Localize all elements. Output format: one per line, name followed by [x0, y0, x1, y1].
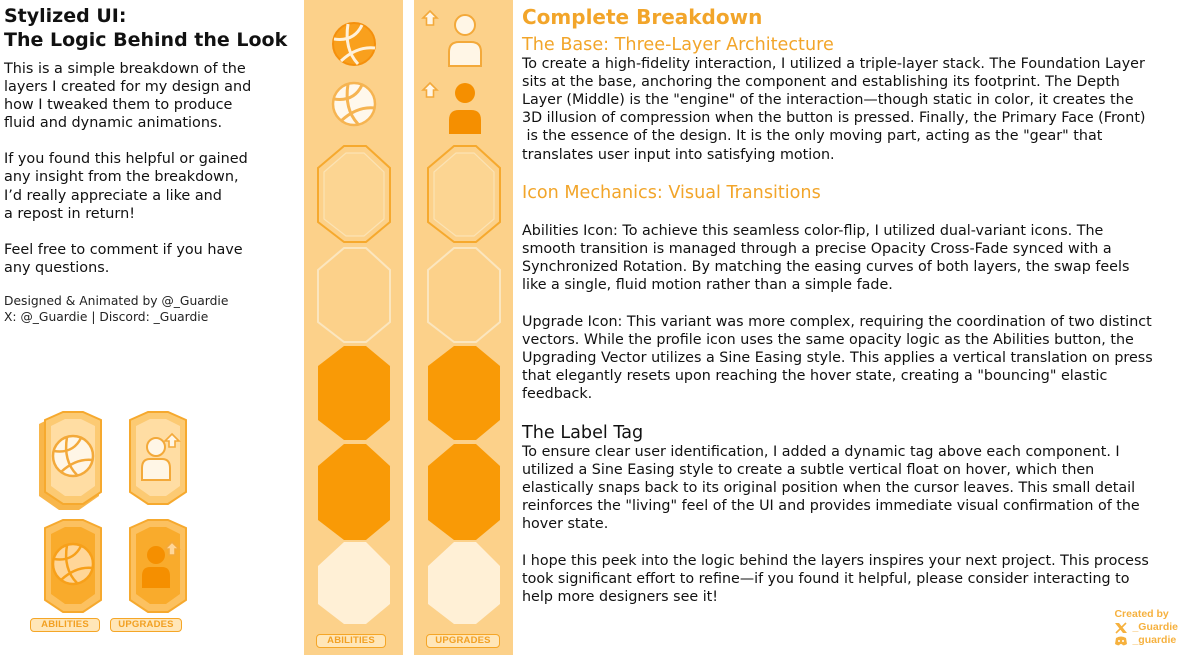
up-arrow-icon — [423, 83, 437, 97]
hex-depth-layer-2 — [428, 444, 500, 540]
para-line: like a single, fluid motion rather than a simple fade. — [522, 277, 893, 293]
volleyball-icon — [53, 544, 93, 584]
hex-depth-layer — [318, 346, 390, 440]
creator-signature — [1114, 608, 1178, 647]
hex-depth-layer — [428, 346, 500, 440]
hex-face-layer — [318, 542, 390, 624]
intro-line: If you found this helpful or gained — [4, 151, 248, 167]
breakdown-panel — [522, 0, 1198, 655]
para-line: Upgrade Icon: This variant was more complex, requiring the coordination of two distinct — [522, 314, 1152, 330]
page-title-line1: Stylized UI: — [4, 5, 127, 27]
upgrades-tag: UPGRADES — [110, 618, 182, 632]
intro-line: any insight from the breakdown, — [4, 169, 239, 185]
para-line: vectors. While the profile icon uses the same opacity logic as the Abilities button, the — [522, 332, 1134, 348]
intro-line: Feel free to comment if you have — [4, 242, 243, 258]
created-by-label: Created by — [1114, 608, 1169, 620]
intro-line: how I tweaked them to produce — [4, 97, 233, 113]
intro-line: layers I created for my design and — [4, 79, 252, 95]
para-line: I hope this peek into the logic behind the layers inspires your next project. This process — [522, 553, 1149, 569]
hex-light-outline-layer — [428, 248, 500, 342]
discord-handle: _guardie — [1132, 634, 1177, 646]
upgrades-layer-strip — [414, 0, 513, 655]
button-preview-grid — [20, 408, 220, 638]
hex-light-outline-layer — [318, 248, 390, 342]
page-title-line2: The Logic Behind the Look — [4, 29, 288, 51]
para-line: 3D illusion of compression when the button is pressed. Finally, the Primary Face (Front) — [522, 110, 1146, 126]
para-line: that elegantly resets upon reaching the hover state, creating a "bouncing" elastic — [522, 368, 1108, 384]
upgrades-button-light[interactable] — [130, 412, 186, 504]
user-icon-dark — [449, 83, 481, 134]
volleyball-icon — [333, 23, 375, 65]
para-line: To ensure clear user identification, I added a dynamic tag above each component. I — [522, 444, 1120, 460]
breakdown-heading: Complete Breakdown — [522, 5, 763, 29]
intro-line: a repost in return! — [4, 206, 135, 222]
credit-socials: X: @_Guardie | Discord: _Guardie — [4, 310, 209, 324]
hex-face-layer — [428, 542, 500, 624]
discord-logo-icon — [1114, 635, 1128, 647]
abilities-tag: ABILITIES — [30, 618, 100, 632]
para-line: Layer (Middle) is the "engine" of the interaction—though static in color, it creates the — [522, 92, 1134, 108]
volleyball-icon — [53, 436, 93, 476]
x-handle: _Guardie — [1132, 621, 1178, 633]
up-arrow-icon — [423, 11, 437, 25]
intro-line: I’d really appreciate a like and — [4, 188, 222, 204]
hex-outline-layer — [428, 146, 500, 242]
upgrades-strip-tag: UPGRADES — [426, 634, 500, 648]
section-title-architecture: The Base: Three-Layer Architecture — [522, 35, 834, 55]
para-line: sits at the base, anchoring the component and establishing its footprint. The Depth — [522, 74, 1120, 90]
section-title-label-tag: The Label Tag — [522, 423, 644, 443]
x-handle-row[interactable] — [1114, 621, 1178, 634]
intro-line: fluid and dynamic animations. — [4, 115, 223, 131]
abilities-button-light[interactable] — [39, 412, 101, 510]
volleyball-icon — [333, 83, 375, 125]
intro-line: any questions. — [4, 260, 110, 276]
para-line: Synchronized Rotation. By matching the easing curves of both layers, the swap feels — [522, 259, 1130, 275]
para-line: utilized a Sine Easing style to create a subtle vertical float on hover, which then — [522, 462, 1095, 478]
abilities-strip-tag: ABILITIES — [316, 634, 386, 648]
hex-depth-layer-2 — [318, 444, 390, 540]
discord-handle-row[interactable] — [1114, 634, 1178, 647]
abilities-layer-strip — [304, 0, 403, 655]
para-line: feedback. — [522, 386, 593, 402]
para-line: Upgrading Vector utilizes a Sine Easing style. This applies a vertical translation on press — [522, 350, 1153, 366]
para-line: reinforces the "living" feel of the UI and provides immediate visual confirmation of the — [522, 498, 1140, 514]
abilities-button-dark[interactable] — [45, 520, 101, 612]
left-panel — [0, 0, 300, 655]
x-logo-icon — [1114, 622, 1128, 634]
credit-designer: Designed & Animated by @_Guardie — [4, 294, 229, 308]
user-icon-light — [449, 15, 481, 66]
para-line: smooth transition is managed through a precise Opacity Cross-Fade synced with a — [522, 241, 1112, 257]
section-title-icons: Icon Mechanics: Visual Transitions — [522, 183, 821, 203]
para-line: hover state. — [522, 516, 609, 532]
hex-outline-layer — [318, 146, 390, 242]
intro-line: This is a simple breakdown of the — [4, 61, 246, 77]
para-line: To create a high-fidelity interaction, I utilized a triple-layer stack. The Foundation Layer — [522, 56, 1145, 72]
upgrades-button-dark[interactable] — [130, 520, 186, 612]
para-line: took significant effort to refine—if you found it helpful, please consider interacting to — [522, 571, 1130, 587]
para-line: elastically snaps back to its original position when the cursor leaves. This small detail — [522, 480, 1136, 496]
para-line: help more designers see it! — [522, 589, 719, 605]
para-line: translates user input into satisfying motion. — [522, 147, 835, 163]
para-line: Abilities Icon: To achieve this seamless color-flip, I utilized dual-variant icons. The — [522, 223, 1104, 239]
para-line: is the essence of the design. It is the only moving part, acting as the "gear" that — [522, 128, 1103, 144]
